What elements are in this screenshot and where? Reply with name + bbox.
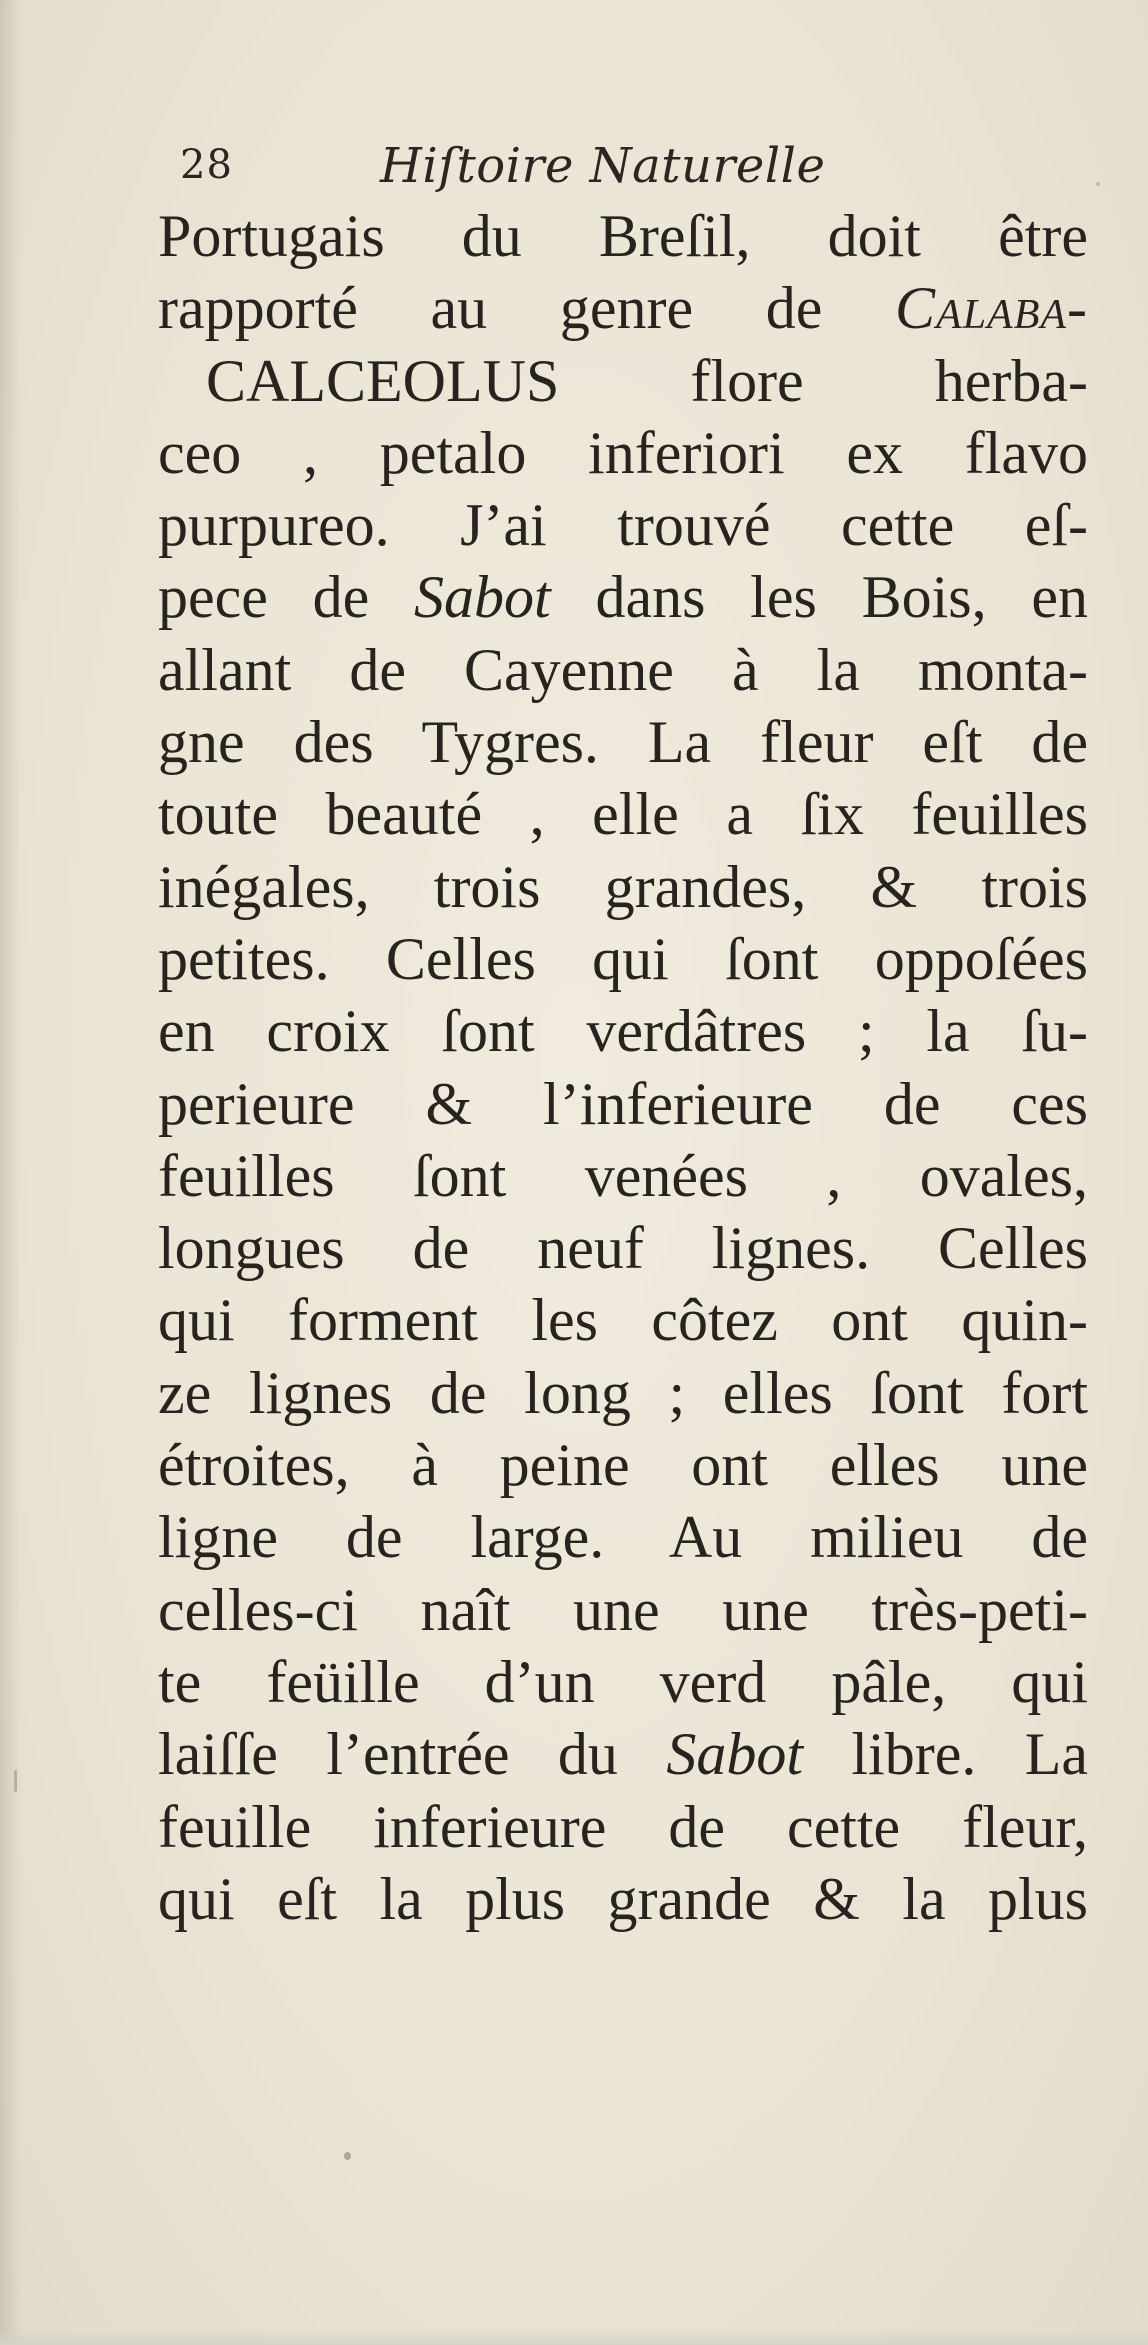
text-line: [158, 561, 1088, 633]
text-run: Portugais du Breſil, doit être: [158, 203, 1088, 269]
text-run: longues de neuf lignes. Celles: [158, 1215, 1088, 1282]
text-line: [158, 1646, 1088, 1718]
text-line: [158, 1718, 1088, 1790]
text-line: [158, 417, 1088, 489]
text-line: [158, 1212, 1088, 1284]
text-line: [158, 272, 1088, 344]
text-run: ze lignes de long ; elles ſont fort: [158, 1359, 1088, 1426]
text-run: feuilles ſont venées , ovales,: [158, 1142, 1088, 1209]
text-line: [158, 1791, 1088, 1863]
text-line: [158, 1863, 1088, 1935]
text-line: [158, 1574, 1088, 1646]
text-line: [158, 1284, 1088, 1356]
text-line: [158, 489, 1088, 561]
text-line: [158, 851, 1088, 923]
text-line: [158, 778, 1088, 850]
text-line: [158, 1357, 1088, 1429]
text-run: allant de Cayenne à la monta-: [158, 636, 1088, 703]
text-line: [158, 1068, 1088, 1140]
text-run: étroites, à peine ont elles une: [158, 1432, 1088, 1499]
italic-run: Sabot: [414, 564, 551, 631]
running-head: Hiſtoire Naturelle: [380, 138, 826, 194]
text-run: libre. La: [802, 1721, 1088, 1788]
text-run: inégales, trois grandes, & trois: [158, 853, 1088, 920]
text-line: [158, 634, 1088, 706]
text-run: petites. Celles qui ſont oppoſées: [158, 925, 1088, 992]
text-run: ligne de large. Au milieu de: [158, 1504, 1088, 1571]
text-line: [158, 345, 1088, 417]
text-run: laiſſe l’entrée du: [158, 1721, 667, 1788]
text-run: rapporté au genre de: [158, 275, 896, 342]
page-header: [180, 130, 1000, 200]
text-line: [158, 1501, 1088, 1573]
body-text: [158, 200, 1088, 1935]
text-run: pece de: [158, 564, 415, 631]
text-run: gne des Tygres. La fleur eſt de: [158, 709, 1088, 776]
text-line: [158, 1429, 1088, 1501]
text-line: [158, 1140, 1088, 1212]
text-run: dans les Bois, en: [550, 564, 1088, 631]
text-line: [158, 200, 1088, 272]
text-line: [158, 995, 1088, 1067]
text-run: purpureo. J’ai trouvé cette eſ-: [158, 492, 1088, 559]
text-run: feuille inferieure de cette fleur,: [158, 1793, 1088, 1860]
italic-run: Calaba-: [895, 275, 1088, 342]
text-run: ceo , petalo inferiori ex flavo: [158, 419, 1088, 486]
text-run: qui forment les côtez ont quin-: [158, 1287, 1088, 1354]
ink-speck: [1096, 182, 1100, 186]
text-run: celles-ci naît une une très-peti-: [158, 1576, 1088, 1643]
text-run: CALCEOLUS flore herba-: [206, 347, 1088, 414]
ink-speck: [344, 2152, 351, 2160]
text-run: perieure & l’inferieure de ces: [158, 1070, 1088, 1137]
ink-speck: [14, 1770, 17, 1792]
text-line: [158, 923, 1088, 995]
italic-run: Sabot: [666, 1721, 803, 1788]
text-run: en croix ſont verdâtres ; la ſu-: [158, 998, 1088, 1065]
page-number: 28: [180, 142, 233, 188]
text-run: qui eſt la plus grande & la plus: [158, 1865, 1088, 1932]
text-line: [158, 706, 1088, 778]
text-run: toute beauté , elle a ſix feuilles: [158, 781, 1088, 848]
text-run: te feüille d’un verd pâle, qui: [158, 1648, 1088, 1715]
